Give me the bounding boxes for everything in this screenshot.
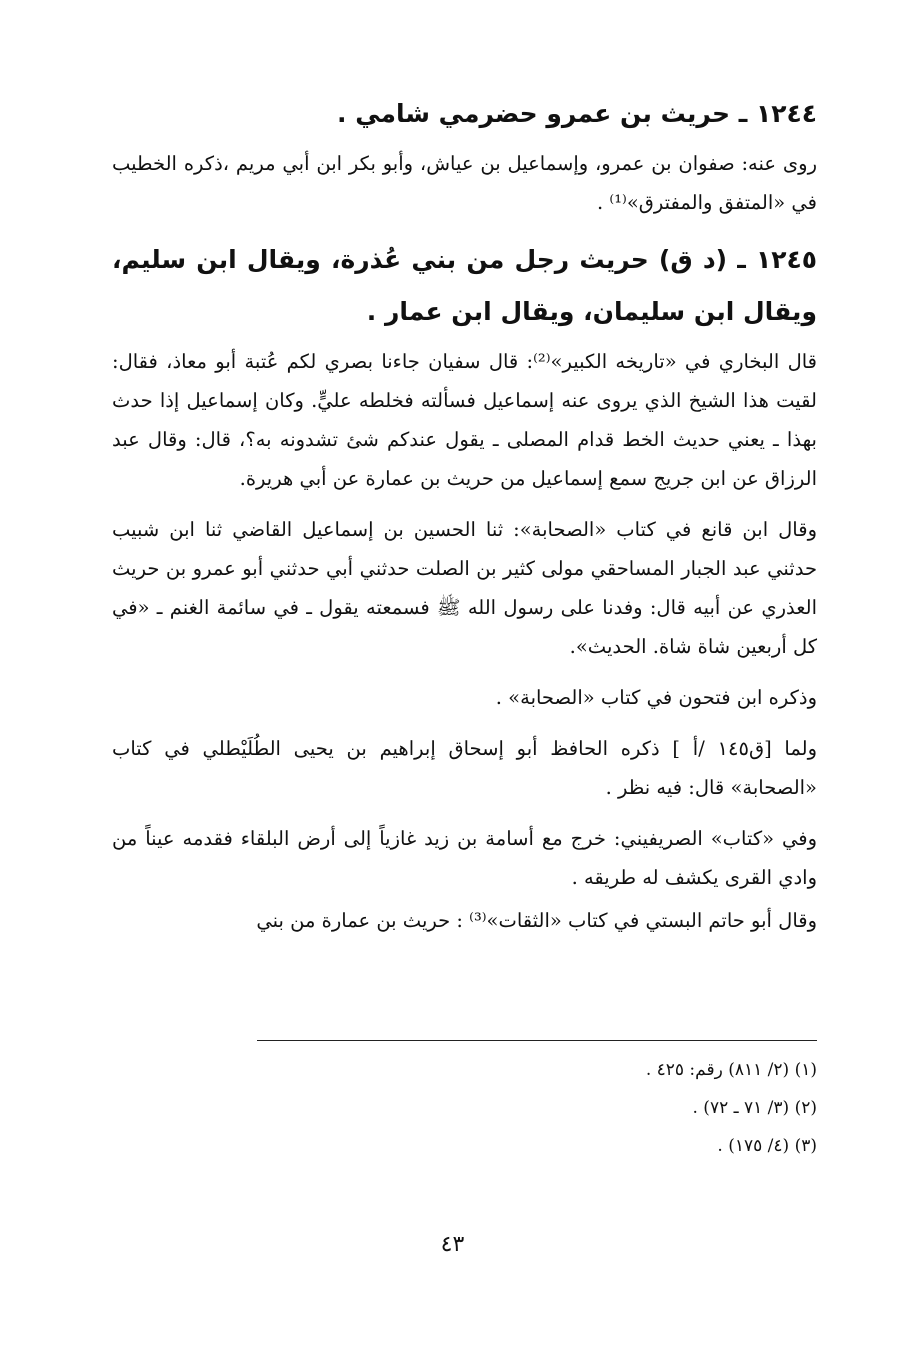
paragraph-1244-narrators: روى عنه: صفوان بن عمرو، وإسماعيل بن عياش، وأبو بكر ابن أبي مريم ،ذكره الخطيب في «المتفق والمفترق»⁽¹⁾ . xyxy=(112,152,817,214)
paragraph-ibn-fathun: وذكره ابن فتحون في كتاب «الصحابة» . xyxy=(495,686,817,709)
paragraph-ibn-qani: وقال ابن قانع في كتاب «الصحابة»: ثنا الحسين بن إسماعيل القاضي ثنا ابن شبيب حدثني عبد الجبار المساحقي مولى كثير بن الصلت حدثني أبي حدثني أبو عمرو بن حريث العذري عن أبيه قال: وفدنا على رسول الله ﷺ فسمعته يقول ـ في سائمة الغنم ـ «في كل أربعين شاة شاة. الحديث». xyxy=(112,518,817,658)
paragraph-busti: وقال أبو حاتم البستي في كتاب «الثقات»⁽³⁾ : حريث بن عمارة من بني xyxy=(256,909,817,932)
entry-heading-1245: ١٢٤٥ ـ (د ق) حريث رجل من بني عُذرة، ويقال ابن سليم، ويقال ابن سليمان، ويقال ابن عمار . xyxy=(112,245,817,326)
footnote-2: (٢) (٣/ ٧١ ـ ٧٢) . xyxy=(692,1098,817,1118)
footnotes xyxy=(257,1040,817,1165)
footnote-3: (٣) (٤/ ١٧٥) . xyxy=(717,1136,817,1156)
paragraph-sarifini: وفي «كتاب» الصريفيني: خرج مع أسامة بن زيد غازياً إلى أرض البلقاء فقدمه عيناً من وادي القرى يكشف له طريقه . xyxy=(112,827,817,889)
entry-heading-1244: ١٢٤٤ ـ حريث بن عمرو حضرمي شامي . xyxy=(337,99,817,128)
footnote-1: (١) (٢/ ٨١١) رقم: ٤٢٥ . xyxy=(645,1060,817,1080)
paragraph-bukhari: قال البخاري في «تاريخه الكبير»⁽²⁾: قال سفيان جاءنا بصري لكم عُتبة أبو معاذ، فقال: لقيت هذا الشيخ الذي يروى عنه إسماعيل فسألته فخلطه عليٍّ. وكان إسماعيل إذا حدث بهذا ـ يعني حديث الخط قدام المصلى ـ يقول عندكم شئ تشدونه به؟، قال: وقال عبد الرزاق عن ابن جريج سمع إسماعيل من حريث بن عمارة عن أبي هريرة. xyxy=(112,350,818,490)
page-number: ٤٣ xyxy=(440,1232,465,1257)
paragraph-tulaytuli: ولما [ق١٤٥ /أ ] ذكره الحافظ أبو إسحاق إبراهيم بن يحيى الطُلَيْطلي في كتاب «الصحابة» قال: فيه نظر . xyxy=(112,737,817,799)
main-text xyxy=(112,88,817,952)
